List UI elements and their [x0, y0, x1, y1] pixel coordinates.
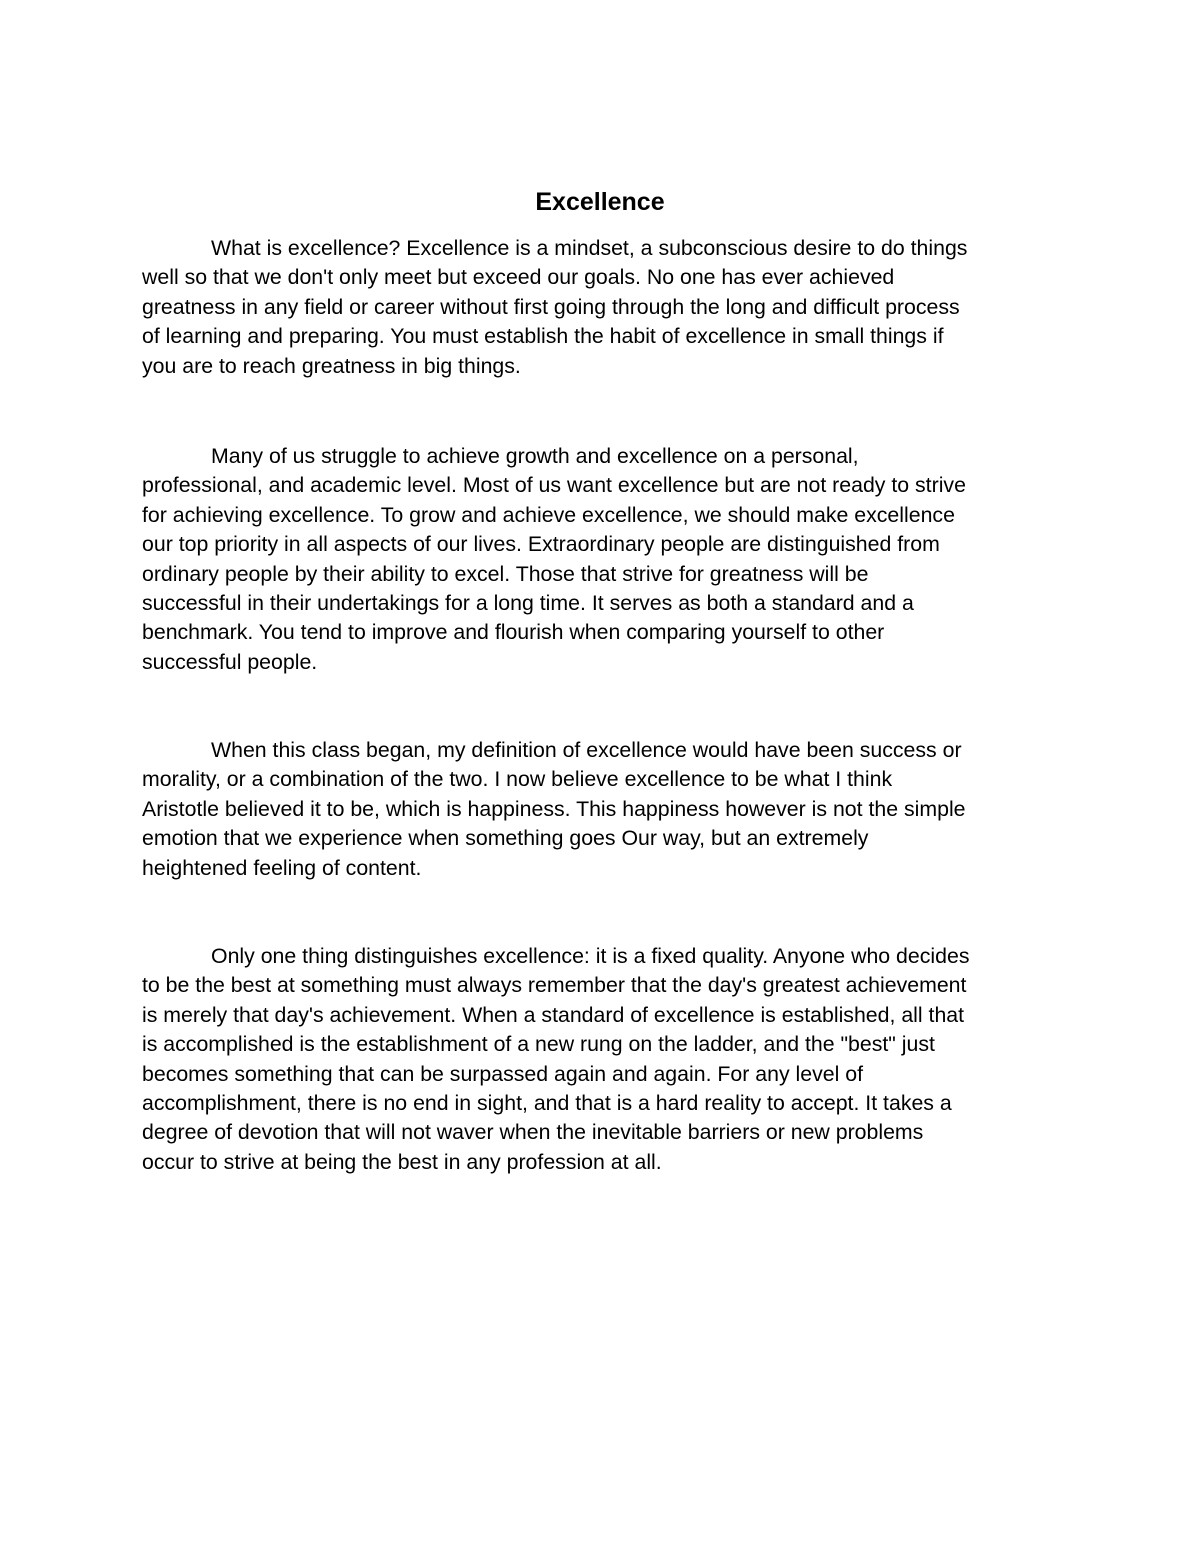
- paragraph: What is excellence? Excellence is a mindset, a subconscious desire to do things well so that we don't only meet but exceed our goals. No one has ever achieved greatness in any field or career without first going through the long and difficult process of learning and preparing. You must establish the habit of excellence in small things if you are to reach greatness in big things.: [142, 236, 968, 378]
- document-title: Excellence: [535, 188, 665, 216]
- paragraph: Many of us struggle to achieve growth and excellence on a personal, professional, and academic level. Most of us want excellence but are not ready to strive for achieving excellence. To grow and achieve excellence, we should make excellence our top priority in all aspects of our lives. Extraordinary people are distinguished from ordinary people by their ability to excel. Those that strive for greatness will be successful in their undertakings for a long time. It serves as both a standard and a benchmark. You tend to improve and flourish when comparing yourself to other successful people.: [142, 444, 966, 674]
- paragraph: When this class began, my definition of excellence would have been success or morality, or a combination of the two. I now believe excellence to be what I think Aristotle believed it to be, which is happiness. This happiness however is not the simple emotion that we experience when something goes Our way, but an extremely heightened feeling of content.: [142, 738, 966, 880]
- paragraph: Only one thing distinguishes excellence: it is a fixed quality. Anyone who decides to be the best at something must always remember that the day's greatest achievement is merely that day's achievement. When a standard of excellence is established, all that is accomplished is the establishment of a new rung on the ladder, and the "best" just becomes something that can be surpassed again and again. For any level of accomplishment, there is no end in sight, and that is a hard reality to accept. It takes a degree of devotion that will not waver when the inevitable barriers or new problems occur to strive at being the best in any profession at all.: [142, 944, 970, 1174]
